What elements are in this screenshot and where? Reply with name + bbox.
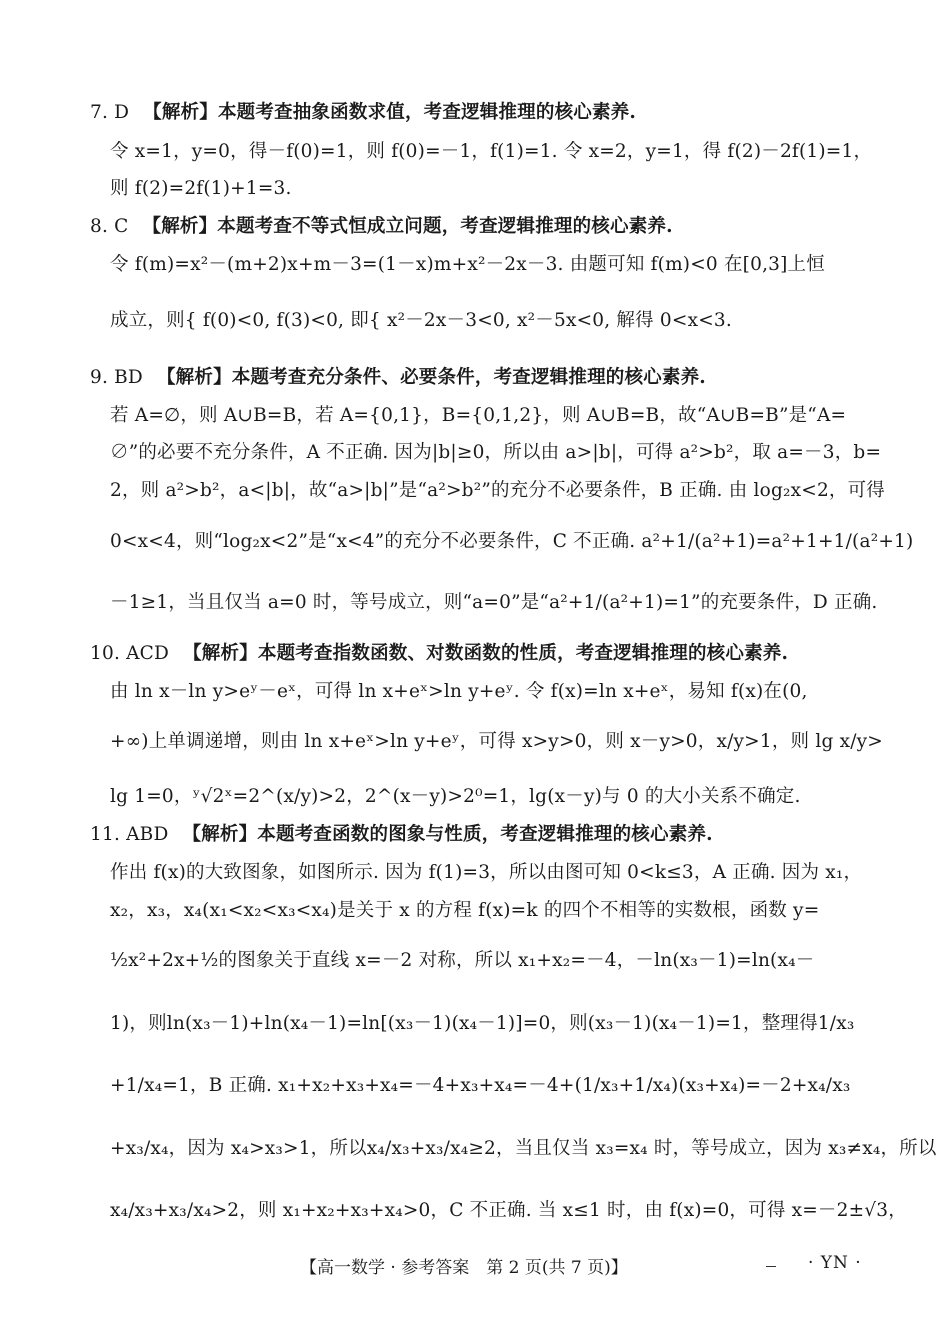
q11-line-1: 作出 f(x)的大致图象，如图所示. 因为 f(1)=3，所以由图可知 0<k≤3，A 正确. 因为 x₁， [110,862,863,883]
q10-heading [90,645,860,664]
q9-line-1: 若 A=∅，则 A∪B=B，若 A={0,1}，B={0,1,2}，则 A∪B=B，故“A∪B=B”是“A= [110,405,847,426]
q9-line-4: 0<x<4，则“log₂x<2”是“x<4”的充分不必要条件，C 不正确. a²+1/(a²+1)=a²+1+1/(a²+1) [110,531,914,552]
q8-line-1: 令 f(m)=x²－(m+2)x+m－3=(1－x)m+x²－2x－3. 由题可知 f(m)<0 在[0,3]上恒 [110,254,825,275]
q11-title: 【解析】本题考查函数的图象与性质，考查逻辑推理的核心素养. [182,824,713,845]
q9-number: 9. BD [90,367,143,388]
q11-heading [90,826,860,845]
q8-line-2: 成立，则{ f(0)<0, f(3)<0, 即{ x²－2x－3<0, x²－5x<0, 解得 0<x<3. [110,310,732,331]
q11-line-5: +1/x₄=1，B 正确. x₁+x₂+x₃+x₄=－4+x₃+x₄=－4+(1/x₃+1/x₄)(x₃+x₄)=－2+x₄/x₃ [110,1075,851,1096]
q10-line-1: 由 ln x－ln y>eʸ－eˣ，可得 ln x+eˣ>ln y+eʸ. 令 f(x)=ln x+eˣ，易知 f(x)在(0, [110,681,808,702]
q10-title: 【解析】本题考查指数函数、对数函数的性质，考查逻辑推理的核心素养. [183,643,789,664]
q8-heading [90,218,860,237]
q7-heading [90,104,860,123]
q11-line-2: x₂，x₃，x₄(x₁<x₂<x₃<x₄)是关于 x 的方程 f(x)=k 的四个不相等的实数根，函数 y= [110,900,820,921]
q9-title: 【解析】本题考查充分条件、必要条件，考查逻辑推理的核心素养. [156,367,706,388]
q11-line-3: ½x²+2x+½的图象关于直线 x=－2 对称，所以 x₁+x₂=－4，－ln(x₃－1)=ln(x₄－ [110,950,815,971]
q7-line-2: 则 f(2)=2f(1)+1=3. [110,178,292,199]
footer-region-code: · YN · [808,1253,862,1273]
q7-title: 【解析】本题考查抽象函数求值，考查逻辑推理的核心素养. [143,102,637,123]
q9-line-3: 2，则 a²>b²，a<|b|，故“a>|b|”是“a²>b²”的充分不必要条件，B 正确. 由 log₂x<2，可得 [110,480,886,501]
q8-title: 【解析】本题考查不等式恒成立问题，考查逻辑推理的核心素养. [142,216,673,237]
q11-line-7: x₄/x₃+x₃/x₄>2，则 x₁+x₂+x₃+x₄>0，C 不正确. 当 x≤1 时，由 f(x)=0，可得 x=－2±√3， [110,1200,907,1221]
q10-line-3: lg 1=0，ʸ√2ˣ=2^(x/y)>2，2^(x－y)>2⁰=1，lg(x－y)与 0 的大小关系不确定. [110,786,801,807]
q8-number: 8. C [90,216,129,237]
q7-number: 7. D [90,102,130,123]
q11-number: 11. ABD [90,824,169,845]
q10-line-2: +∞)上单调递增，则由 ln x+eˣ>ln y+eʸ，可得 x>y>0，则 x－y>0，x/y>1，则 lg x/y> [110,731,883,752]
q9-line-2: ∅”的必要不充分条件，A 不正确. 因为|b|≥0，所以由 a>|b|，可得 a²>b²，取 a=－3，b= [110,442,882,463]
footer-dash [766,1266,776,1267]
q9-heading [90,369,860,388]
footer-page-info: 【高一数学 · 参考答案 第 2 页(共 7 页)】 [300,1258,628,1278]
q11-line-6: +x₃/x₄，因为 x₄>x₃>1，所以x₄/x₃+x₃/x₄≥2，当且仅当 x₃=x₄ 时，等号成立，因为 x₃≠x₄，所以 [110,1138,937,1159]
q7-line-1: 令 x=1，y=0，得－f(0)=1，则 f(0)=－1，f(1)=1. 令 x=2，y=1，得 f(2)－2f(1)=1， [110,141,873,162]
q9-line-5: －1≥1，当且仅当 a=0 时，等号成立，则“a=0”是“a²+1/(a²+1)=1”的充要条件，D 正确. [110,592,878,613]
q10-number: 10. ACD [90,643,170,664]
q11-line-4: 1)，则ln(x₃－1)+ln(x₄－1)=ln[(x₃－1)(x₄－1)]=0，则(x₃－1)(x₄－1)=1，整理得1/x₃ [110,1013,855,1034]
